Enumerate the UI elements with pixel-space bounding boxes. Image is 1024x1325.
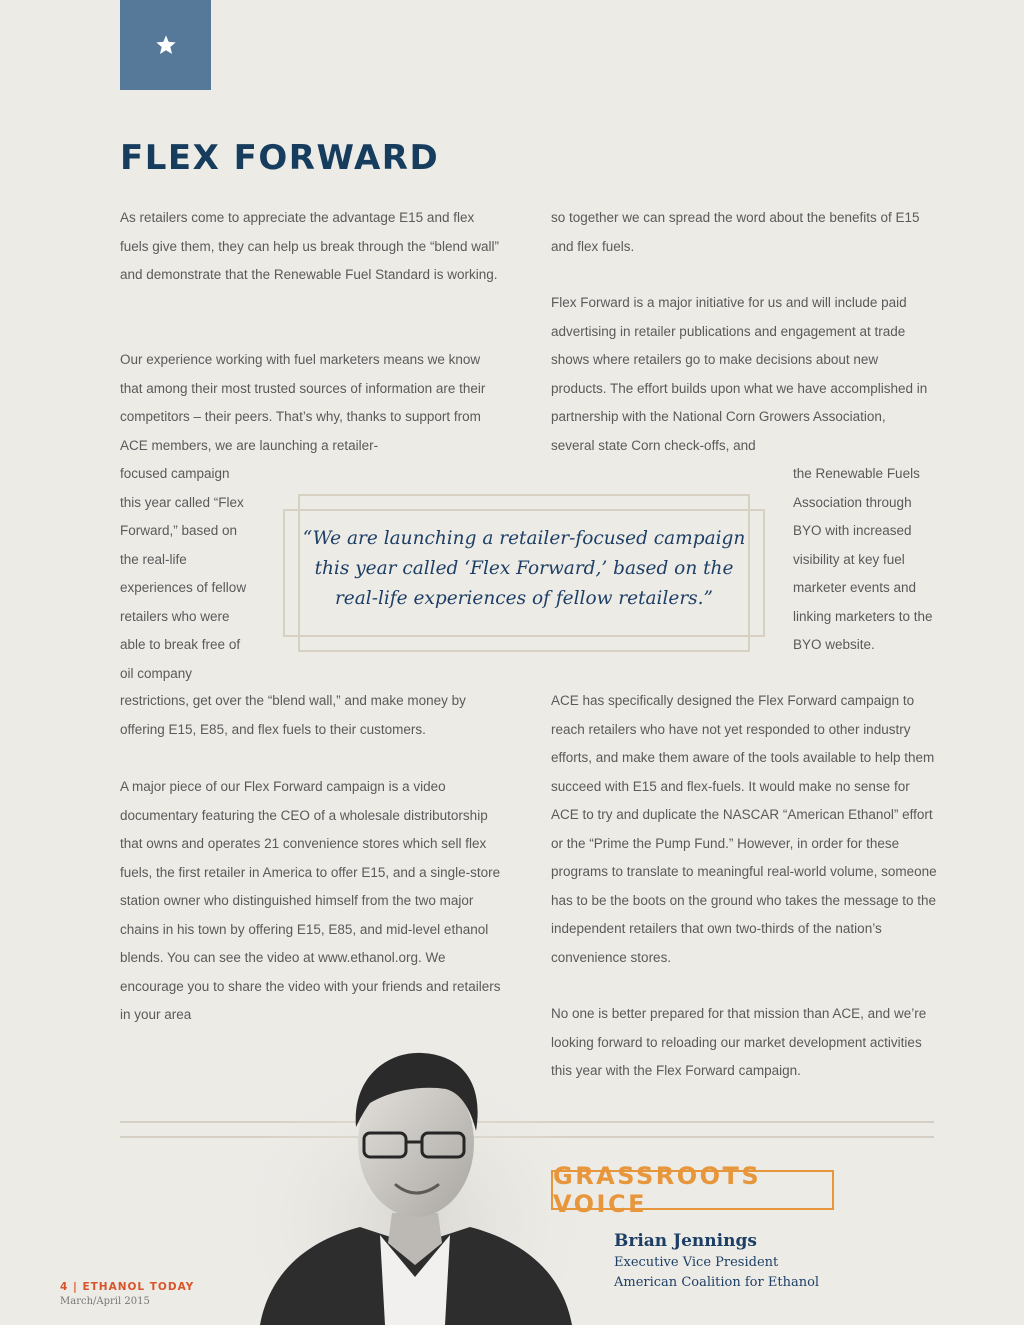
paragraph-3: A major piece of our Flex Forward campaign is a video documentary featuring the CEO of a wholesale distributorship that owns and operates 21 convenience stores which sell flex fuels, the first retailer in America to offer E15, and a single-store station owner who distinguished himself from the two major chains in his town by offering E15, E85, and mid-level ethanol blends. You can see the video at www.ethanol.org. We encourage you to share the video with your friends and retailers in your area — [120, 779, 501, 1022]
paragraph-4: so together we can spread the word about the benefits of E15 and flex fuels. — [551, 210, 920, 254]
author-title: Executive Vice President — [614, 1255, 779, 1270]
column-badge: GRASSROOTS VOICE — [551, 1170, 834, 1210]
paragraph-2-narrow: focused campaign this year called “Flex Forward,” based on the real-life experiences of fellow retailers who were able to break free of oil company — [120, 466, 247, 681]
author-name: Brian Jennings — [614, 1231, 757, 1251]
paragraph-5-top: Flex Forward is a major initiative for us and will include paid advertising in retailer publications and engagement at trade shows where retailers go to make decisions about new products. The effort builds upon what we have accomplished in partnership with the National Corn Growers Association, several state Corn check-offs, and — [551, 295, 928, 453]
footer-page-magazine: 4 | ETHANOL TODAY — [60, 1281, 195, 1293]
paragraph-2-top: Our experience working with fuel marketers means we know that among their most trusted sources of information are their competitors – their peers. That’s why, thanks to support from ACE members, we are launching a retailer- — [120, 352, 486, 453]
paragraph-6: ACE has specifically designed the Flex Forward campaign to reach retailers who have not yet responded to other industry efforts, and make them aware of the tools available to help them succeed with E15 and flex-fuels. It would make no sense for ACE to try and duplicate the NASCAR “American Ethanol” effort or the “Prime the Pump Fund.” However, in order for these programs to translate to meaningful real-world volume, someone has to be the boots on the ground who takes the message to the independent retailers that own two-thirds of the nation’s convenience stores. — [551, 693, 937, 965]
author-portrait — [240, 1045, 580, 1325]
paragraph-7: No one is better prepared for that mission than ACE, and we’re looking forward to reloading our market development activities this year with the Flex Forward campaign. — [551, 1006, 927, 1078]
paragraph-2-bottom: restrictions, get over the “blend wall,” and make money by offering E15, E85, and flex fuels to their customers. — [120, 693, 466, 737]
pull-quote: “We are launching a retailer-focused campaign this year called ‘Flex Forward,’ based on the real-life experiences of fellow retailers.” — [302, 528, 746, 609]
paragraph-1: As retailers come to appreciate the advantage E15 and flex fuels give them, they can help us break through the “blend wall” and demonstrate that the Renewable Fuel Standard is working. — [120, 210, 499, 282]
article-title: FLEX FORWARD — [120, 138, 440, 178]
footer-issue-date: March/April 2015 — [60, 1296, 150, 1307]
author-organization: American Coalition for Ethanol — [614, 1275, 820, 1290]
star-tab — [120, 0, 211, 90]
paragraph-5-narrow: the Renewable Fuels Association through BYO with increased visibility at key fuel marketer events and linking marketers to the BYO website. — [793, 466, 933, 652]
star-icon — [155, 34, 177, 56]
